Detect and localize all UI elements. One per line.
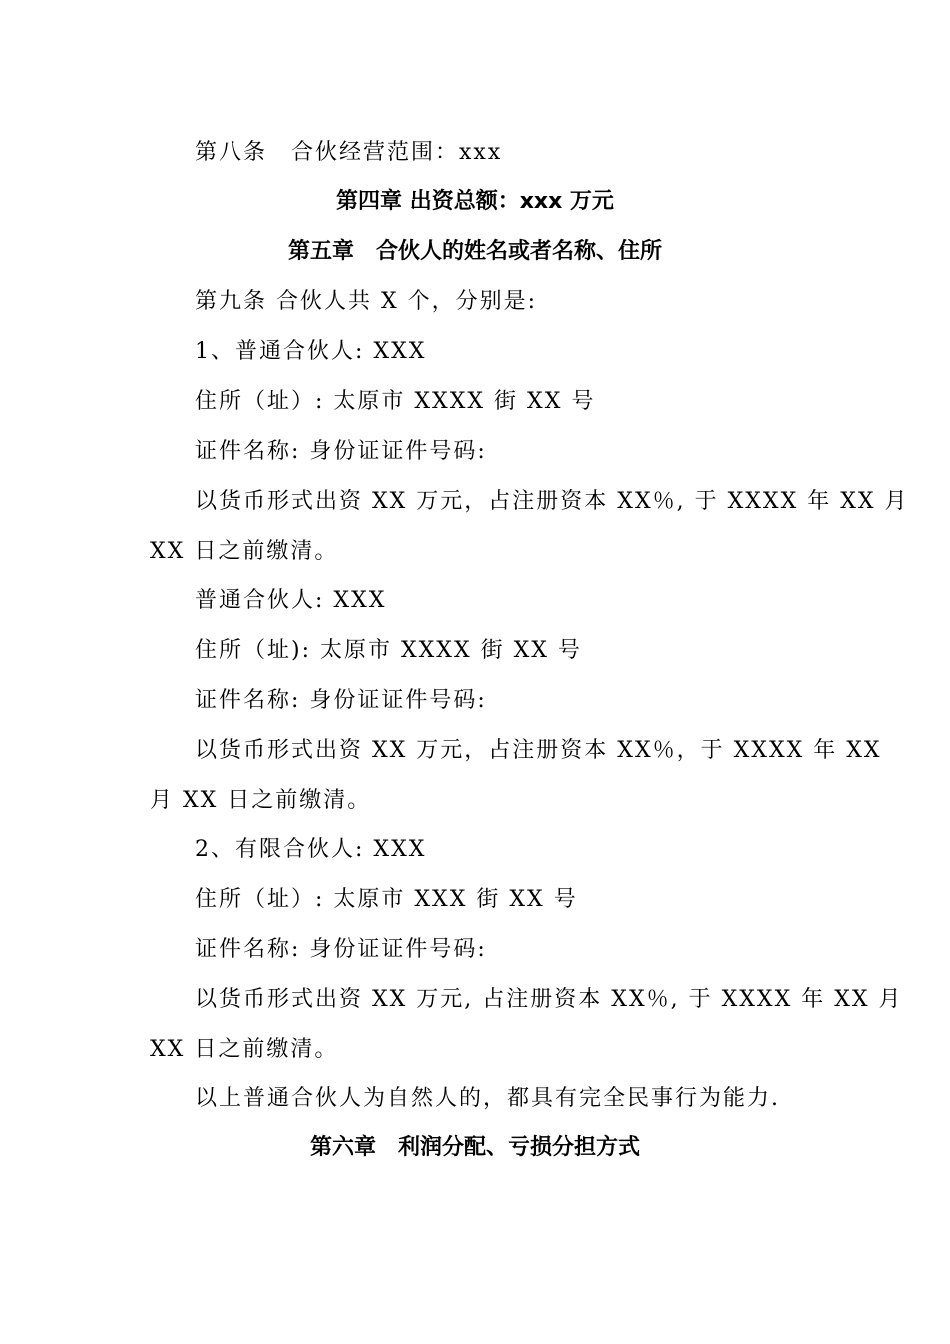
limited-partner-contribution-line-2: XX 日之前缴清。	[150, 1037, 339, 1062]
general-partner-2-address: 住所（址): 太原市 XXXX 街 XX 号	[195, 638, 582, 663]
limited-partner-contribution-line-1: 以货币形式出资 XX 万元, 占注册资本 XX％, 于 XXXX 年 XX 月	[195, 987, 903, 1012]
general-partner-2-name: 普通合伙人: XXX	[195, 588, 387, 613]
limited-partner-name: 2、有限合伙人: XXX	[195, 837, 427, 862]
general-partner-1-id: 证件名称: 身份证证件号码:	[195, 439, 487, 464]
general-partner-1-contribution-line-2: XX 日之前缴清。	[150, 539, 339, 564]
general-partner-2-id: 证件名称: 身份证证件号码:	[195, 688, 487, 713]
chapter-6-heading: 第六章 利润分配、亏损分担方式	[309, 1135, 640, 1160]
general-partner-2-contribution-line-1: 以货币形式出资 XX 万元，占注册资本 XX％，于 XXXX 年 XX	[195, 738, 882, 763]
limited-partner-id: 证件名称: 身份证证件号码:	[195, 937, 487, 962]
general-partner-1-address: 住所（址）: 太原市 XXXX 街 XX 号	[195, 389, 596, 414]
article-9-partner-count: 第九条 合伙人共 X 个，分别是:	[195, 289, 538, 314]
general-partner-1-contribution-line-1: 以货币形式出资 XX 万元，占注册资本 XX％, 于 XXXX 年 XX 月	[195, 489, 909, 514]
article-8-business-scope: 第八条 合伙经营范围：xxx	[195, 140, 503, 165]
limited-partner-address: 住所（址）: 太原市 XXX 街 XX 号	[195, 887, 578, 912]
capacity-note: 以上普通合伙人为自然人的，都具有完全民事行为能力.	[195, 1086, 780, 1111]
chapter-5-heading: 第五章 合伙人的姓名或者名称、住所	[287, 239, 662, 264]
general-partner-2-contribution-line-2: 月 XX 日之前缴清。	[150, 788, 372, 813]
chapter-4-heading: 第四章 出资总额：xxx 万元	[336, 189, 614, 214]
general-partner-1-name: 1、普通合伙人: XXX	[195, 339, 427, 364]
